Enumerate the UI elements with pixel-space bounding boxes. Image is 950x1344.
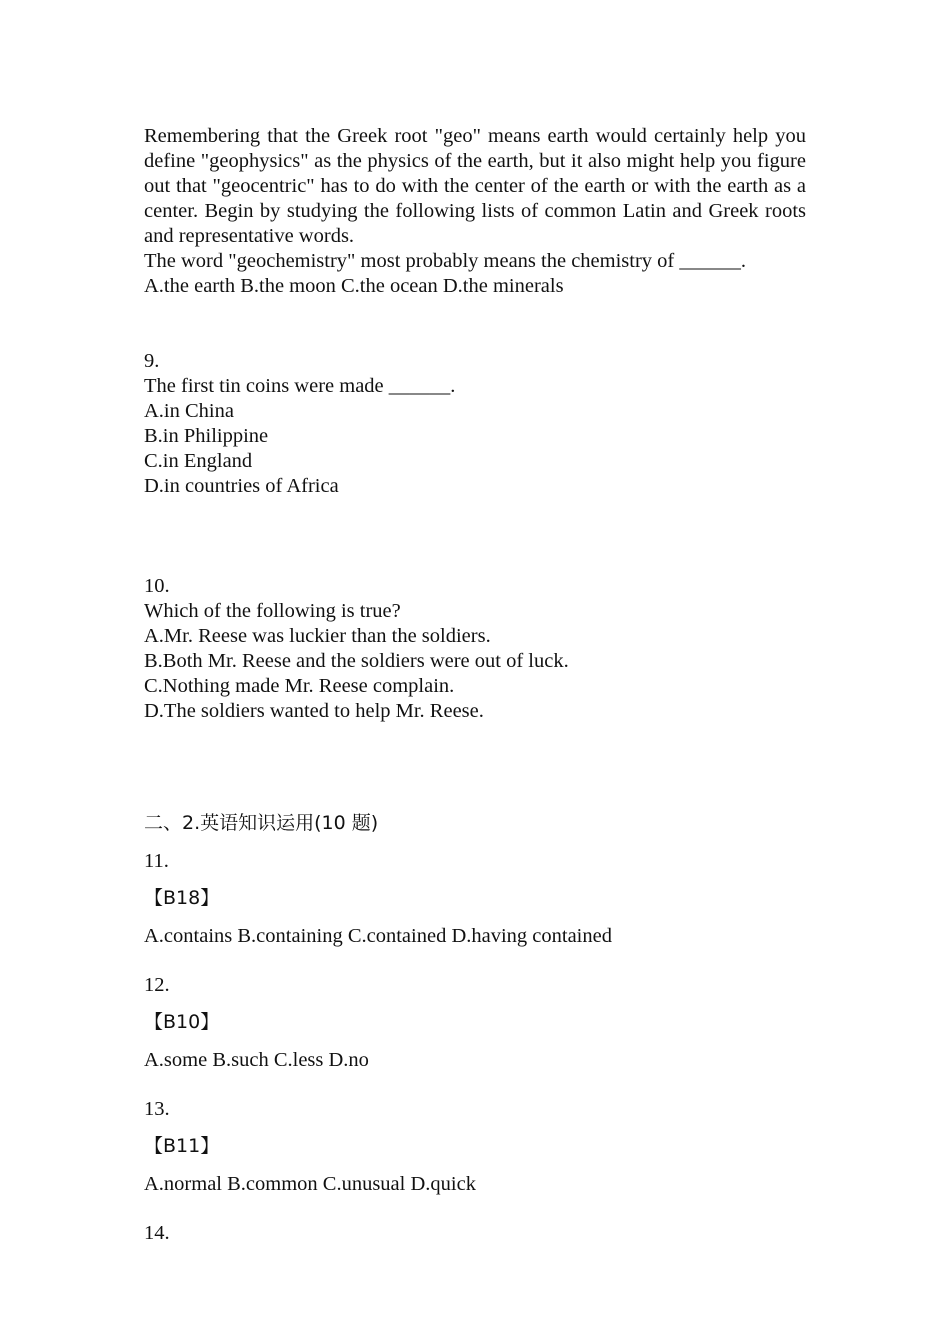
spacer	[144, 724, 806, 811]
item-blank: 【B18】	[144, 887, 220, 910]
passage-options: A.the earth B.the moon C.the ocean D.the minerals	[144, 275, 564, 297]
question-number: 9.	[144, 350, 160, 372]
option-c: C.in England	[144, 450, 253, 472]
option-a: A.in China	[144, 400, 234, 422]
option-d: D.The soldiers wanted to help Mr. Reese.	[144, 700, 484, 722]
question-text: The first tin coins were made ______.	[144, 375, 456, 397]
option-b: B.Both Mr. Reese and the soldiers were out of luck.	[144, 650, 569, 672]
passage-question: The word "geochemistry" most probably means the chemistry of ______.	[144, 250, 746, 272]
question-10	[144, 574, 806, 724]
option-d: D.in countries of Africa	[144, 475, 339, 497]
question-text: Which of the following is true?	[144, 600, 401, 622]
question-number: 10.	[144, 575, 170, 597]
cloze-section	[144, 811, 806, 1259]
option-c: C.Nothing made Mr. Reese complain.	[144, 675, 455, 697]
passage-paragraph: Remembering that the Greek root "geo" means earth would certainly help you define "geophysics" as the physics of the earth, but it also might help you figure out that "geocentric" has to do with the center of the earth or with the earth as a center. Begin by studying the following lists of common Latin and Greek roots and representative words.	[144, 125, 806, 247]
item-number: 11.	[144, 850, 169, 872]
item-number: 12.	[144, 974, 170, 997]
question-9	[144, 349, 806, 499]
item-options: A.normal B.common C.unusual D.quick	[144, 1172, 476, 1195]
document-page	[144, 124, 806, 1259]
item-number: 14.	[144, 1222, 170, 1245]
item-blank: 【B10】	[144, 1011, 220, 1034]
spacer	[144, 499, 806, 574]
item-number: 13.	[144, 1098, 170, 1121]
spacer	[144, 299, 806, 349]
option-a: A.Mr. Reese was luckier than the soldiers.	[144, 625, 491, 647]
item-options: A.some B.such C.less D.no	[144, 1048, 369, 1071]
item-blank: 【B11】	[144, 1135, 220, 1158]
item-options: A.contains B.containing C.contained D.having contained	[144, 924, 612, 947]
section-title: 二、2.英语知识运用(10 题)	[144, 812, 379, 834]
option-b: B.in Philippine	[144, 425, 269, 447]
